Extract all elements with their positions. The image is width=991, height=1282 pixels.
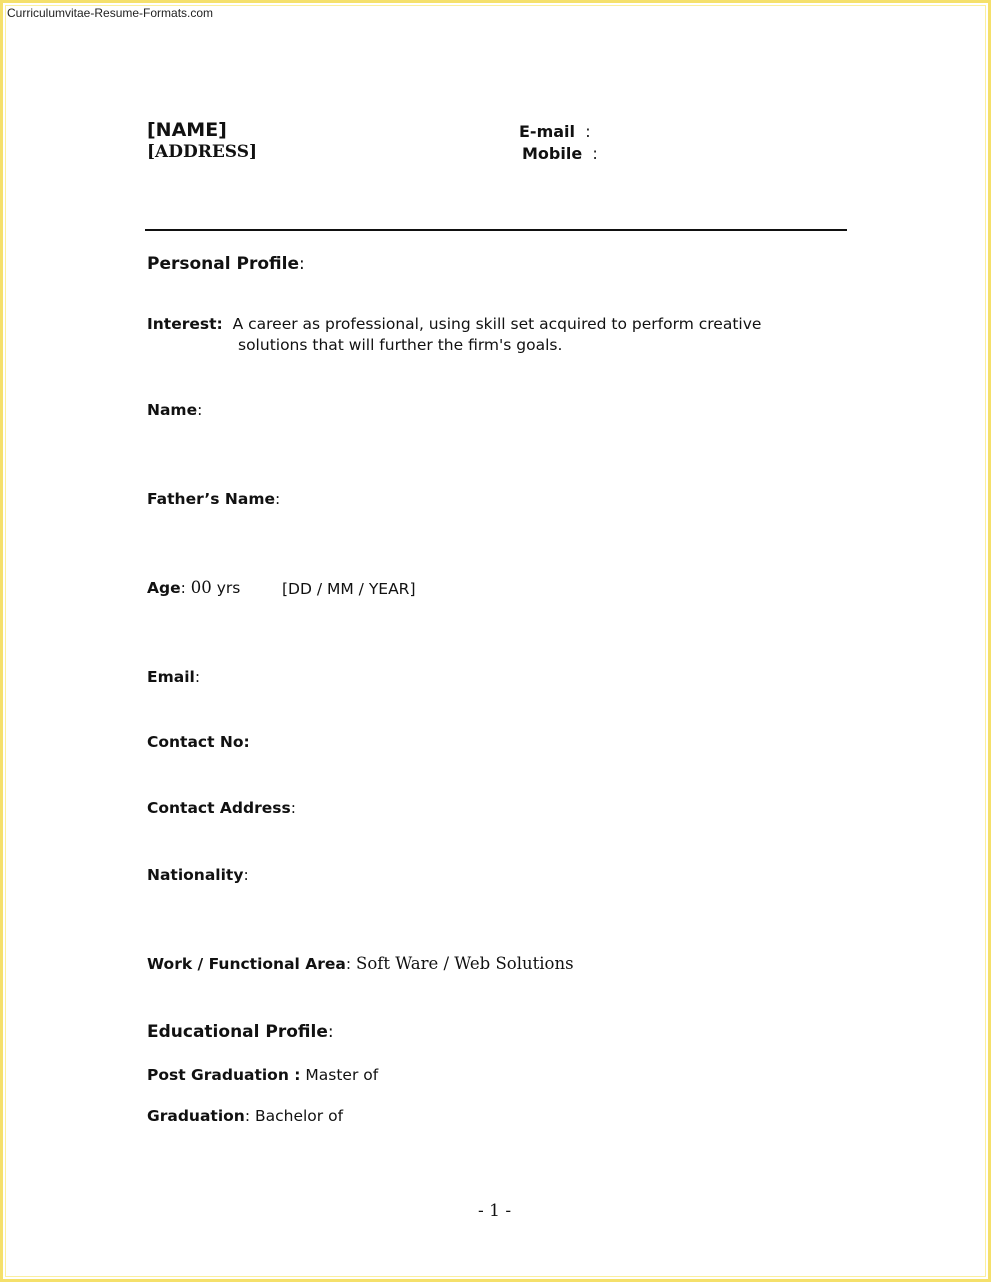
dob-placeholder: [DD / MM / YEAR] [282,580,416,598]
header-mobile [522,144,598,163]
work-area-field: Work / Functional Area: Soft Ware / Web Solutions [147,954,574,973]
header-email-label: E-mail [519,122,576,141]
interest-field [147,315,761,333]
age-label: Age [147,579,181,597]
father-name-field: Father’s Name: [147,490,281,508]
email-label: Email [147,668,195,686]
educational-profile-heading: Educational Profile: [147,1022,334,1042]
contact-address-label: Contact Address [147,799,291,817]
father-name-label: Father’s Name [147,490,275,508]
personal-profile-title: Personal Profile [147,254,299,274]
contact-no-label: Contact No: [147,733,250,751]
post-graduation-value: Master of [305,1066,379,1084]
name-field: Name: [147,401,203,419]
educational-profile-title: Educational Profile [147,1022,328,1042]
interest-text-line1: A career as professional, using skill set acquired to perform creative [232,315,762,333]
work-area-label: Work / Functional Area [147,955,346,973]
resume-name: [NAME] [147,119,227,141]
header-email-colon: : [585,122,591,141]
name-label: Name [147,401,198,419]
header-email [519,122,591,141]
graduation-label: Graduation [147,1107,245,1125]
age-unit: yrs [216,579,241,597]
interest-text-line2: solutions that will further the firm's goals. [238,336,563,354]
header-divider [145,229,847,231]
work-area-value: Soft Ware / Web Solutions [356,954,574,973]
post-graduation-label: Post Graduation : [147,1066,301,1084]
page-number: - 1 - [478,1201,512,1221]
age-value: 00 [190,578,212,597]
contact-address-field: Contact Address: [147,799,296,817]
post-graduation-field [147,1066,378,1084]
email-field: Email: [147,668,201,686]
site-watermark: Curriculumvitae-Resume-Formats.com [7,6,214,20]
contact-no-field [147,733,250,751]
graduation-value: Bachelor of [254,1107,344,1125]
graduation-field: Graduation: Bachelor of [147,1107,344,1125]
personal-profile-heading: Personal Profile: [147,254,305,274]
age-field: Age: 00 yrs [147,578,241,597]
header-mobile-colon: : [592,144,598,163]
interest-label: Interest: [147,315,223,333]
nationality-field: Nationality: [147,866,249,884]
header-mobile-label: Mobile [522,144,583,163]
resume-address: [ADDRESS] [147,142,258,162]
nationality-label: Nationality [147,866,244,884]
